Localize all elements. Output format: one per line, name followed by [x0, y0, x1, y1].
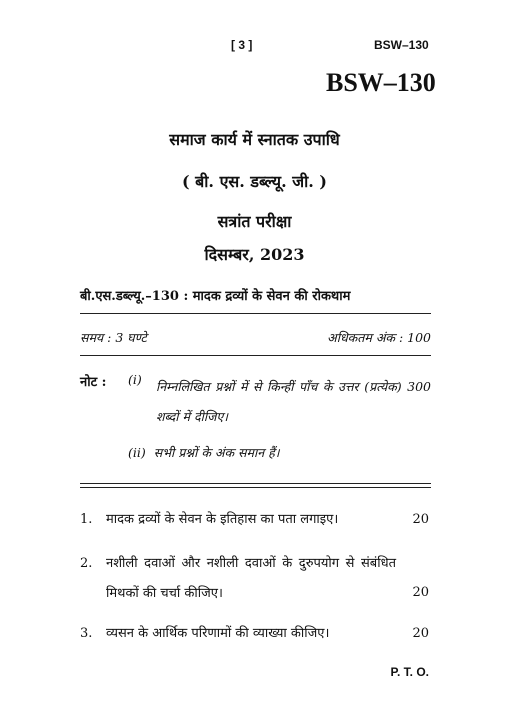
note-i-marker: (i) [128, 372, 142, 387]
note-ii [128, 444, 280, 461]
note-ii-text: सभी प्रश्नों के अंक समान हैं। [153, 445, 280, 460]
question-3-text: व्यसन के आर्थिक परिणामों की व्याख्या कीजिए। [106, 626, 330, 641]
divider-top [80, 313, 431, 314]
note-ii-marker: (ii) [128, 445, 146, 460]
note-i-text: निम्नलिखित प्रश्नों में से किन्हीं पाँच के उत्तर (प्रत्येक) 300 शब्दों में दीजिए। [156, 379, 431, 424]
course-code-title: BSW–130 [326, 68, 436, 97]
degree-title: समाज कार्य में स्नातक उपाधि [169, 130, 340, 149]
question-2-marks: 20 [412, 585, 429, 600]
maximum-marks: अधिकतम अंक : 100 [327, 330, 431, 345]
please-turn-over: P. T. O. [390, 665, 429, 679]
question-1-marks: 20 [412, 512, 429, 527]
question-3-marks: 20 [412, 626, 429, 641]
degree-abbreviation: ( बी. एस. डब्ल्यू. जी. ) [182, 172, 327, 191]
exam-title: सत्रांत परीक्षा [217, 212, 292, 231]
divider-meta [80, 355, 431, 356]
question-1-number: 1. [80, 512, 93, 527]
question-1-text: मादक द्रव्यों के सेवन के इतिहास का पता लगाइए। [106, 512, 339, 527]
time-allowed: समय : 3 घण्टे [80, 330, 147, 345]
course-title: बी.एस.डब्ल्यू.–130 : मादक द्रव्यों के सेवन की रोकथाम [80, 289, 351, 304]
question-2-number: 2. [80, 556, 93, 571]
question-2-text: नशीली दवाओं और नशीली दवाओं के दुरुपयोग से संबंधित मिथकों की चर्चा कीजिए। [106, 556, 396, 601]
exam-date: दिसम्बर, 2023 [204, 245, 305, 264]
page-number: [ 3 ] [231, 38, 253, 52]
divider-double-1 [80, 483, 431, 484]
note-label: नोट : [80, 375, 107, 390]
divider-double-2 [80, 487, 431, 488]
header-course-code: BSW–130 [374, 38, 429, 52]
question-3-number: 3. [80, 626, 93, 641]
